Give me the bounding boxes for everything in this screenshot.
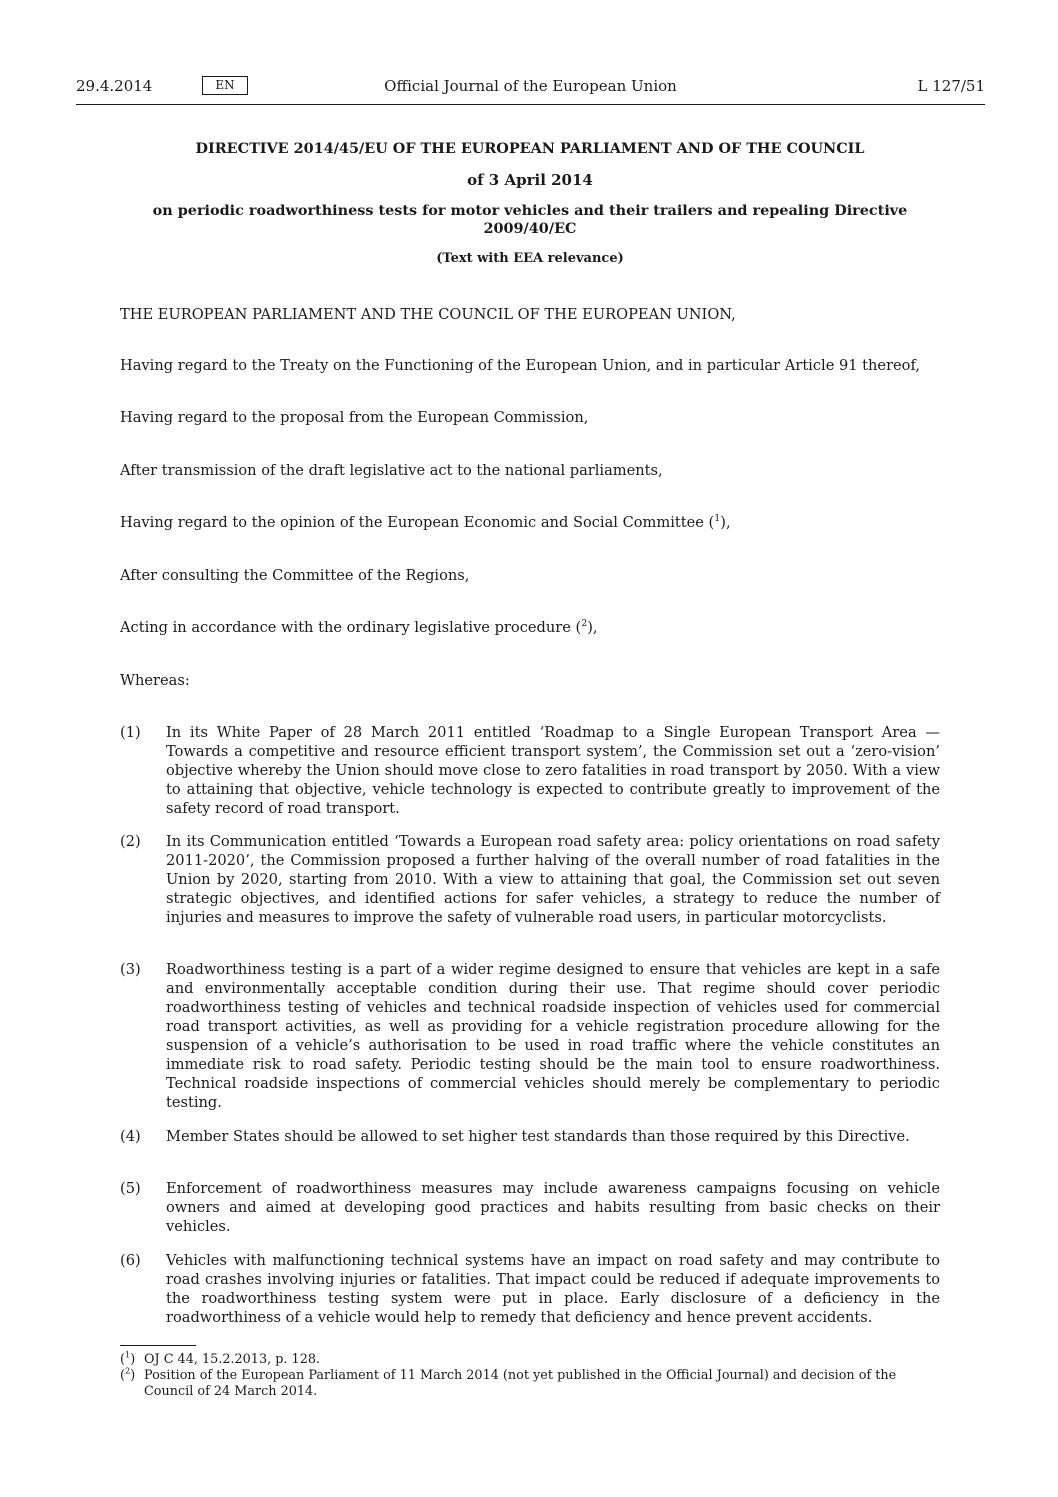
recital-number: (1) xyxy=(120,724,141,741)
footnote-divider xyxy=(120,1345,196,1346)
directive-subject: on periodic roadworthiness tests for motor vehicles and their trailers and repealing Directive 2009/40/EC xyxy=(152,202,908,237)
recital-number: (2) xyxy=(120,833,141,850)
footnote-item xyxy=(120,1365,942,1400)
footnote-mark: ($^2$) xyxy=(120,1365,136,1383)
footnote-item xyxy=(120,1349,942,1368)
recital-text: In its White Paper of 28 March 2011 entitled ‘Roadmap to a Single European Transport Area — Towards a competitive and resource efficient transport system’, the Commission set out a ‘zero-vision’ objective whereby the Union should move close to zero fatalities in road transport by 2050. With a view to attaining that objective, vehicle technology is expected to contribute greatly to improvement of the safety record of road transport. xyxy=(166,724,940,817)
directive-title: DIRECTIVE 2014/45/EU OF THE EUROPEAN PARLIAMENT AND OF THE COUNCIL xyxy=(195,140,865,157)
whereas-heading: Whereas: xyxy=(120,672,190,689)
journal-name: Official Journal of the European Union xyxy=(384,77,677,95)
recital-text: Member States should be allowed to set higher test standards than those required by this Directive. xyxy=(166,1128,910,1145)
footnote-text: Position of the European Parliament of 11 March 2014 (not yet published in the Official Journal) and decision of the Council of 24 March 2014. xyxy=(144,1368,897,1399)
preamble-citation-proposal: Having regard to the proposal from the European Commission, xyxy=(120,409,589,426)
recital-number: (6) xyxy=(120,1252,141,1269)
recital-text: Vehicles with malfunctioning technical systems have an impact on road safety and may contribute to road crashes involving injuries or fatalities. That impact could be reduced if adequate improvements to the roadworthiness testing system were put in place. Early disclosure of a deficiency in the roadworthiness of a vehicle would help to remedy that deficiency and hence prevent accidents. xyxy=(166,1252,940,1326)
preamble-citation-transmission: After transmission of the draft legislative act to the national parliaments, xyxy=(120,462,663,479)
footnotes xyxy=(120,1349,942,1400)
preamble-citation-eesc: Having regard to the opinion of the European Economic and Social Committee ($^1$), xyxy=(120,513,731,531)
preamble-citation-regions: After consulting the Committee of the Regions, xyxy=(120,567,470,584)
recital-number: (3) xyxy=(120,961,141,978)
preamble-citation-procedure: Acting in accordance with the ordinary legislative procedure ($^2$), xyxy=(120,618,598,636)
footnote-ref-1[interactable]: 1 xyxy=(714,513,721,525)
publication-date: 29.4.2014 xyxy=(76,77,153,95)
header-divider xyxy=(76,104,985,105)
recital-text: Roadworthiness testing is a part of a wider regime designed to ensure that vehicles are kept in a safe and environmentally acceptable condition during their use. That regime should cover periodic roadworthiness testing of vehicles and technical roadside inspection of vehicles used for commercial road transport activities, as well as providing for a vehicle registration procedure allowing for the suspension of a vehicle’s authorisation to be used in road traffic where the vehicle constitutes an immediate risk to road safety. Periodic testing should be the main tool to ensure roadworthiness. Technical roadside inspections of commercial vehicles should merely be complementary to periodic testing. xyxy=(166,961,940,1111)
recital-number: (5) xyxy=(120,1180,141,1197)
directive-date: of 3 April 2014 xyxy=(467,171,593,189)
document-title-block xyxy=(120,140,940,266)
eea-relevance: (Text with EEA relevance) xyxy=(436,251,624,266)
recital-text: Enforcement of roadworthiness measures may include awareness campaigns focusing on vehicle owners and aimed at developing good practices and habits resulting from basic checks on their vehicles. xyxy=(166,1180,940,1235)
footnote-text: OJ C 44, 15.2.2013, p. 128. xyxy=(144,1352,321,1367)
language-badge: EN xyxy=(202,76,248,95)
page-reference: L 127/51 xyxy=(917,77,985,95)
footnote-ref-2[interactable]: 2 xyxy=(581,618,588,630)
preamble-intro: THE EUROPEAN PARLIAMENT AND THE COUNCIL OF THE EUROPEAN UNION, xyxy=(120,306,736,323)
preamble-citation-treaty: Having regard to the Treaty on the Functioning of the European Union, and in particular Article 91 thereof, xyxy=(120,357,920,374)
page-header xyxy=(76,76,985,98)
recital-text: In its Communication entitled ‘Towards a European road safety area: policy orientations on road safety 2011-2020’, the Commission proposed a further halving of the overall number of road fatalities in the Union by 2020, starting from 2010. With a view to attaining that goal, the Commission set out seven strategic objectives, and identified actions for safer vehicles, a strategy to reduce the number of injuries and measures to improve the safety of vulnerable road users, in particular motorcyclists. xyxy=(166,833,940,926)
recital-number: (4) xyxy=(120,1128,141,1145)
footnote-mark: ($^1$) xyxy=(120,1349,136,1367)
